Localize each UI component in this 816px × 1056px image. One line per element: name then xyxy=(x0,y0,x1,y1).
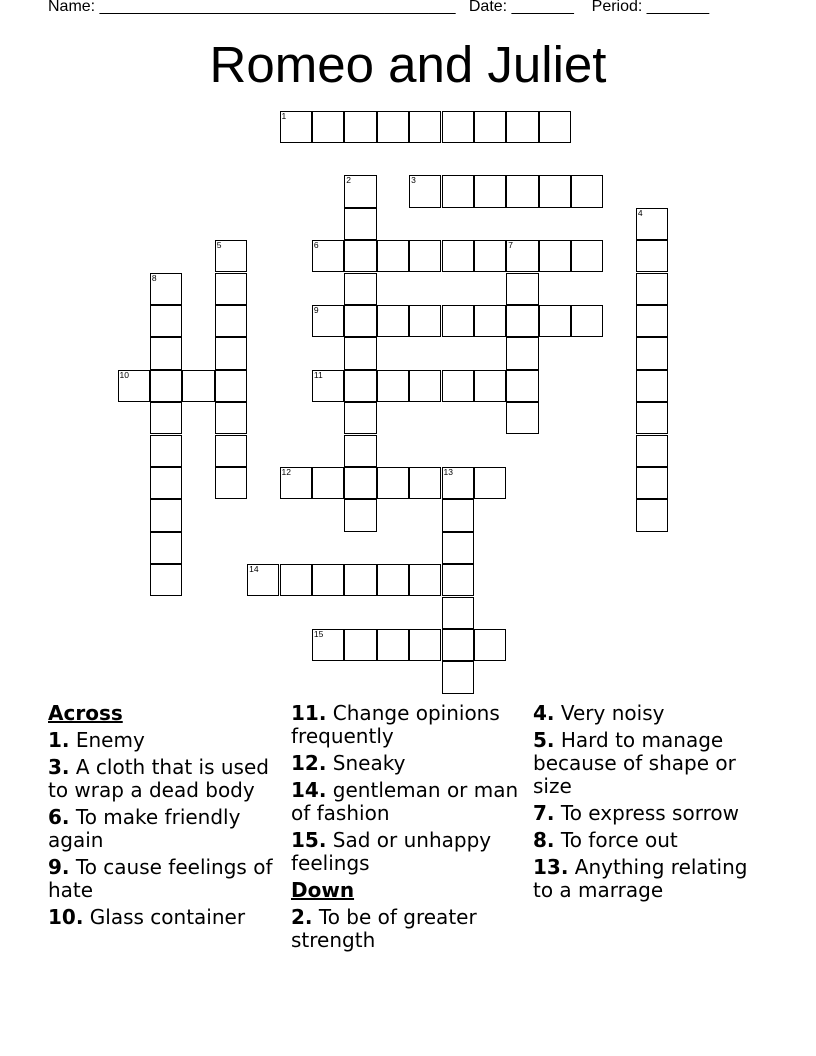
clue-item xyxy=(533,856,765,902)
clue-number-label: 10 xyxy=(119,369,129,380)
grid-cell[interactable] xyxy=(215,370,247,402)
clue-item xyxy=(291,829,523,875)
grid-cell[interactable] xyxy=(539,111,571,143)
grid-cell[interactable] xyxy=(539,305,571,337)
grid-cell[interactable] xyxy=(377,111,409,143)
grid-cell[interactable] xyxy=(150,337,182,369)
grid-cell[interactable] xyxy=(377,370,409,402)
grid-cell[interactable] xyxy=(344,564,376,596)
clue-number: 6. xyxy=(48,805,70,829)
grid-cell[interactable] xyxy=(150,564,182,596)
clue-number-label: 9 xyxy=(313,304,319,315)
grid-cell[interactable] xyxy=(344,499,376,531)
clue-text: Sad or unhappy feelings xyxy=(291,828,492,875)
grid-cell[interactable] xyxy=(409,240,441,272)
period-blank[interactable]: _______ xyxy=(646,0,710,15)
clues-column-3 xyxy=(533,702,765,906)
grid-cell[interactable] xyxy=(636,305,668,337)
grid-cell[interactable] xyxy=(636,273,668,305)
clue-text: Anything relating to a marrage xyxy=(533,855,748,902)
grid-cell[interactable] xyxy=(377,467,409,499)
clue-text: gentleman or man of fashion xyxy=(291,778,519,825)
date-label: Date: xyxy=(468,0,508,15)
clue-text: Sneaky xyxy=(326,751,406,775)
clue-number-label: 3 xyxy=(411,175,416,186)
grid-cell[interactable] xyxy=(442,564,474,596)
grid-cell[interactable] xyxy=(182,370,214,402)
grid-cell[interactable] xyxy=(377,240,409,272)
grid-cell[interactable] xyxy=(150,435,182,467)
clue-number-label: 7 xyxy=(508,240,514,251)
grid-cell[interactable] xyxy=(474,111,506,143)
grid-cell[interactable] xyxy=(442,629,474,661)
clue-item xyxy=(291,752,523,775)
name-label: Name: xyxy=(48,0,96,15)
grid-cell[interactable] xyxy=(215,273,247,305)
grid-cell[interactable] xyxy=(344,111,376,143)
grid-cell[interactable] xyxy=(409,305,441,337)
grid-cell[interactable] xyxy=(474,370,506,402)
clue-number: 7. xyxy=(533,801,555,825)
grid-cell[interactable] xyxy=(636,435,668,467)
grid-cell[interactable] xyxy=(344,208,376,240)
grid-cell[interactable] xyxy=(571,305,603,337)
grid-cell[interactable] xyxy=(474,240,506,272)
clue-item xyxy=(48,756,280,802)
clue-number-label: 15 xyxy=(313,628,324,639)
grid-cell[interactable] xyxy=(344,273,376,305)
grid-cell[interactable] xyxy=(506,305,538,337)
grid-cell[interactable] xyxy=(344,370,376,402)
clue-text: Change opinions frequently xyxy=(291,701,500,748)
clue-text: To force out xyxy=(554,828,678,852)
clue-number-label: 14 xyxy=(249,564,259,575)
date-blank[interactable]: _______ xyxy=(511,0,574,15)
grid-cell[interactable] xyxy=(506,111,538,143)
grid-cell[interactable] xyxy=(442,175,474,207)
clue-text: To be of greater strength xyxy=(291,905,477,952)
grid-cell[interactable] xyxy=(409,467,441,499)
grid-cell[interactable] xyxy=(539,240,571,272)
clue-text: Very noisy xyxy=(554,701,665,725)
clue-number-label: 13 xyxy=(443,466,453,477)
grid-cell[interactable] xyxy=(474,175,506,207)
clue-item xyxy=(533,729,765,798)
grid-cell[interactable] xyxy=(215,467,247,499)
grid-cell[interactable] xyxy=(409,629,441,661)
grid-cell[interactable] xyxy=(442,532,474,564)
grid-cell[interactable] xyxy=(474,629,506,661)
grid-cell[interactable] xyxy=(215,305,247,337)
grid-cell[interactable] xyxy=(442,597,474,629)
across-heading: Across xyxy=(48,701,123,725)
grid-cell[interactable] xyxy=(571,175,603,207)
grid-cell[interactable] xyxy=(377,305,409,337)
grid-cell[interactable] xyxy=(150,402,182,434)
grid-cell[interactable] xyxy=(442,499,474,531)
grid-cell[interactable] xyxy=(312,564,344,596)
grid-cell[interactable] xyxy=(506,370,538,402)
down-clue-list xyxy=(291,906,523,952)
grid-cell[interactable] xyxy=(474,467,506,499)
page-title: Romeo and Juliet xyxy=(209,36,607,93)
clue-number: 3. xyxy=(48,755,70,779)
clue-number: 10. xyxy=(48,905,84,929)
clue-text: To make friendly again xyxy=(48,805,241,852)
clue-text: To cause feelings of hate xyxy=(48,855,273,902)
down-heading: Down xyxy=(291,878,355,902)
across-clue-list xyxy=(48,729,280,929)
clue-number: 8. xyxy=(533,828,555,852)
clue-number: 9. xyxy=(48,855,70,879)
grid-cell[interactable] xyxy=(442,305,474,337)
across-clue-list-continued xyxy=(291,702,523,875)
grid-cell[interactable] xyxy=(344,467,376,499)
clue-number: 4. xyxy=(533,701,555,725)
grid-cell[interactable] xyxy=(344,435,376,467)
grid-cell[interactable] xyxy=(280,564,312,596)
clue-number-label: 6 xyxy=(313,240,319,251)
clue-item xyxy=(48,856,280,902)
grid-cell[interactable] xyxy=(506,337,538,369)
grid-cell[interactable] xyxy=(215,435,247,467)
grid-cell[interactable] xyxy=(150,499,182,531)
clue-item xyxy=(48,906,280,929)
grid-cell[interactable] xyxy=(377,629,409,661)
grid-cell[interactable] xyxy=(409,370,441,402)
clue-number: 13. xyxy=(533,855,569,879)
grid-cell[interactable] xyxy=(506,175,538,207)
clue-text: A cloth that is used to wrap a dead body xyxy=(48,755,269,802)
clue-item xyxy=(48,806,280,852)
grid-cell[interactable] xyxy=(150,305,182,337)
clue-text: Glass container xyxy=(83,905,246,929)
clue-number: 14. xyxy=(291,778,327,802)
clue-number: 2. xyxy=(291,905,313,929)
grid-cell[interactable] xyxy=(344,337,376,369)
clue-text: To express sorrow xyxy=(554,801,739,825)
name-blank[interactable]: ________________________________________ xyxy=(99,0,456,15)
grid-cell[interactable] xyxy=(150,467,182,499)
grid-cell[interactable] xyxy=(215,337,247,369)
clue-item xyxy=(291,779,523,825)
clues-column-2 xyxy=(291,702,523,956)
grid-cell[interactable] xyxy=(409,564,441,596)
clue-text: Enemy xyxy=(69,728,145,752)
clue-number: 12. xyxy=(291,751,327,775)
clue-item xyxy=(48,729,280,752)
grid-cell[interactable] xyxy=(344,629,376,661)
clue-item xyxy=(533,802,765,825)
grid-cell[interactable] xyxy=(409,111,441,143)
clue-number: 5. xyxy=(533,728,555,752)
grid-cell[interactable] xyxy=(636,240,668,272)
clue-number: 15. xyxy=(291,828,327,852)
grid-cell[interactable] xyxy=(571,240,603,272)
grid-cell[interactable] xyxy=(377,564,409,596)
grid-cell[interactable] xyxy=(442,111,474,143)
clue-number-label: 5 xyxy=(216,240,222,251)
clues-column-1 xyxy=(48,702,280,933)
grid-cell[interactable] xyxy=(474,305,506,337)
grid-cell[interactable] xyxy=(312,467,344,499)
clue-number-label: 11 xyxy=(313,369,323,380)
grid-cell[interactable] xyxy=(344,240,376,272)
grid-cell[interactable] xyxy=(539,175,571,207)
clue-number-label: 2 xyxy=(346,175,352,186)
grid-cell[interactable] xyxy=(150,370,182,402)
grid-cell[interactable] xyxy=(636,402,668,434)
grid-cell[interactable] xyxy=(215,402,247,434)
grid-cell[interactable] xyxy=(344,305,376,337)
grid-cell[interactable] xyxy=(636,337,668,369)
grid-cell[interactable] xyxy=(506,273,538,305)
grid-cell[interactable] xyxy=(150,532,182,564)
down-clue-list-continued xyxy=(533,702,765,902)
grid-cell[interactable] xyxy=(636,370,668,402)
period-label: Period: xyxy=(591,0,643,15)
grid-cell[interactable] xyxy=(636,467,668,499)
clue-item xyxy=(291,906,523,952)
grid-cell[interactable] xyxy=(344,402,376,434)
clue-number: 11. xyxy=(291,701,327,725)
clue-item xyxy=(533,702,765,725)
clue-number-label: 4 xyxy=(637,207,643,218)
grid-cell[interactable] xyxy=(442,240,474,272)
grid-cell[interactable] xyxy=(636,499,668,531)
clue-item xyxy=(291,702,523,748)
clue-number-label: 1 xyxy=(281,110,287,121)
clue-number-label: 12 xyxy=(281,466,291,477)
clue-item xyxy=(533,829,765,852)
grid-cell[interactable] xyxy=(506,402,538,434)
grid-cell[interactable] xyxy=(442,661,474,693)
clue-text: Hard to manage because of shape or size xyxy=(533,728,736,798)
grid-cell[interactable] xyxy=(312,111,344,143)
clue-number-label: 8 xyxy=(151,272,157,283)
grid-cell[interactable] xyxy=(442,370,474,402)
clue-number: 1. xyxy=(48,728,70,752)
